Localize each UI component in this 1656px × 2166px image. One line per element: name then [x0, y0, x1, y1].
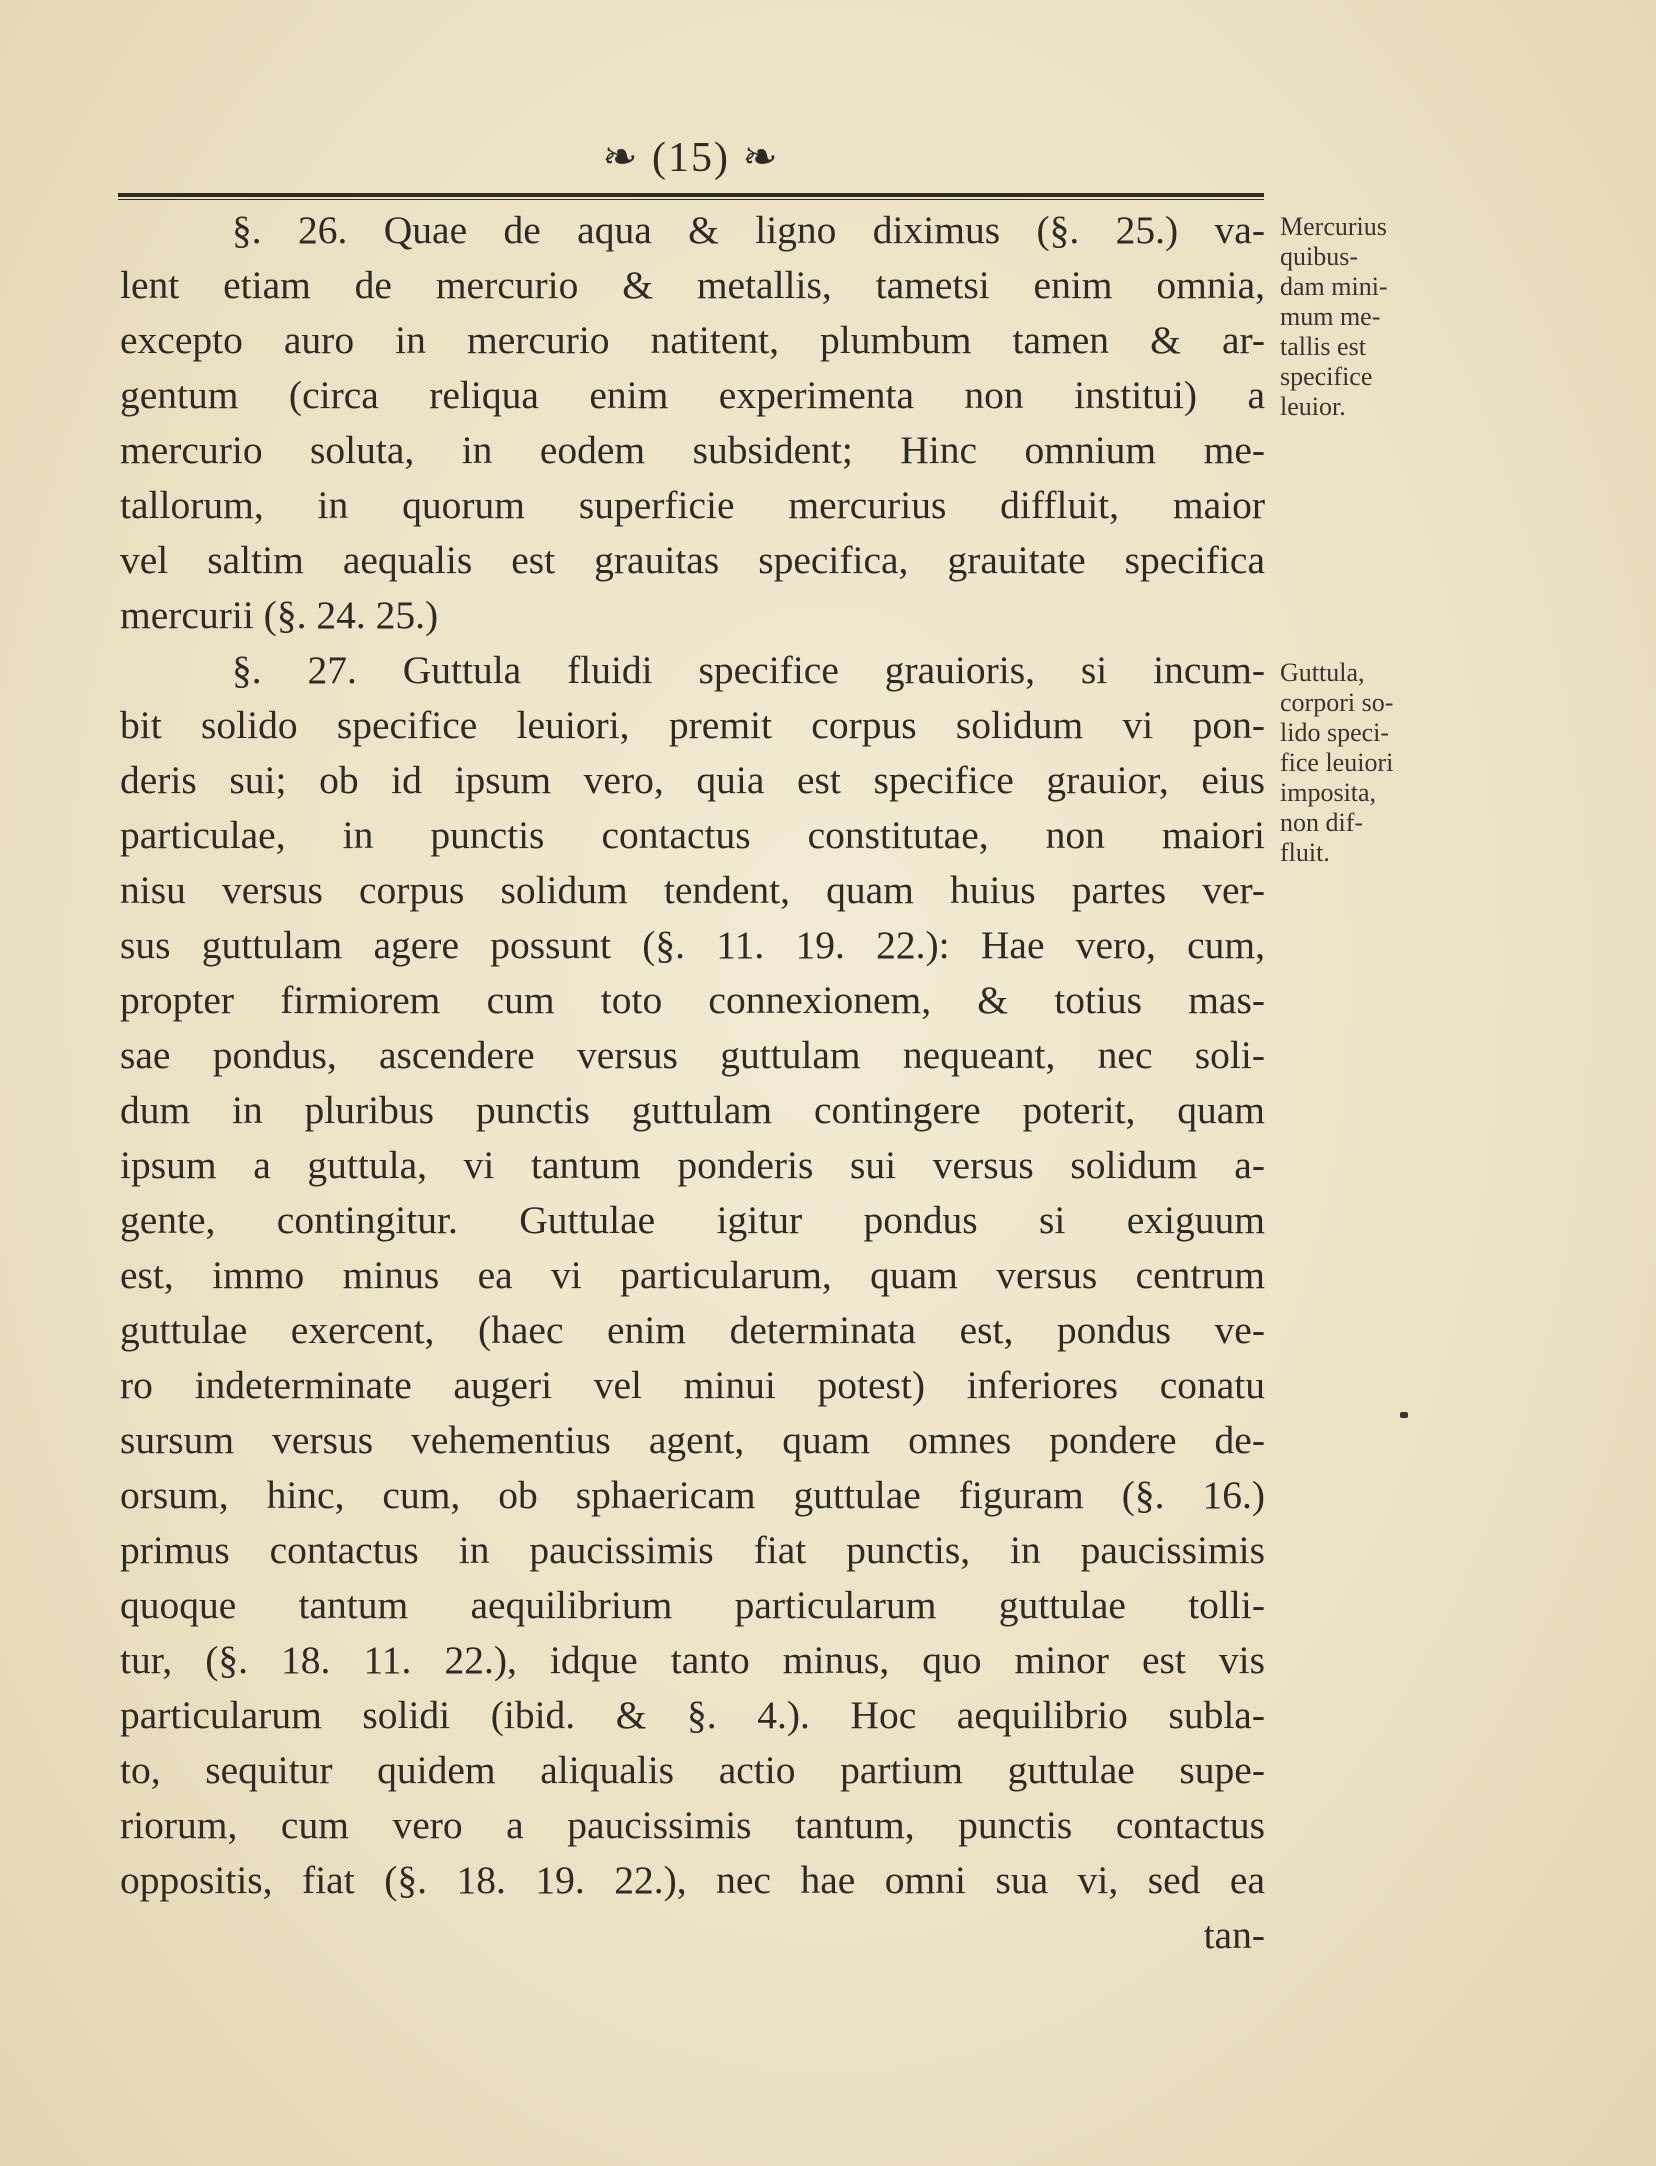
- text-line: est, immo minus ea vi particularum, quam versus centrum: [120, 1253, 1265, 1297]
- margin-note-line: lido speci-: [1280, 718, 1390, 747]
- text-line: tur, (§. 18. 11. 22.), idque tanto minus, quo minor est vis: [120, 1638, 1265, 1682]
- margin-note-line: Guttula,: [1280, 658, 1365, 687]
- text-line: gente, contingitur. Guttulae igitur pondus si exiguum: [120, 1198, 1265, 1242]
- text-line: mercurio soluta, in eodem subsident; Hinc omnium me-: [120, 428, 1265, 472]
- text-line: orsum, hinc, cum, ob sphaericam guttulae figuram (§. 16.): [120, 1473, 1265, 1517]
- margin-note-line: dam mini-: [1280, 272, 1388, 301]
- text-line: sus guttulam agere possunt (§. 11. 19. 22.): Hae vero, cum,: [120, 923, 1265, 967]
- margin-note-line: mum me-: [1280, 302, 1381, 331]
- text-line: vel saltim aequalis est grauitas specifica, grauitate specifica: [120, 538, 1265, 582]
- ink-speck: [1400, 1412, 1408, 1418]
- margin-note-line: imposita,: [1280, 778, 1377, 807]
- header-rule: [118, 193, 1264, 200]
- text-line: primus contactus in paucissimis fiat punctis, in paucissimis: [120, 1528, 1265, 1572]
- text-line: deris sui; ob id ipsum vero, quia est specifice grauior, eius: [120, 758, 1265, 802]
- margin-note-line: leuior.: [1280, 392, 1346, 421]
- text-line: lent etiam de mercurio & metallis, tametsi enim omnia,: [120, 263, 1265, 307]
- margin-note-line: fluit.: [1280, 838, 1330, 867]
- text-line: gentum (circa reliqua enim experimenta non institui) a: [120, 373, 1265, 417]
- text-line: particularum solidi (ibid. & §. 4.). Hoc aequilibrio subla-: [120, 1693, 1265, 1737]
- margin-note-line: tallis est: [1280, 332, 1366, 361]
- margin-note-mercury: [1280, 212, 1450, 422]
- text-line: sae pondus, ascendere versus guttulam nequeant, nec soli-: [120, 1033, 1265, 1077]
- text-line: sursum versus vehementius agent, quam omnes pondere de-: [120, 1418, 1265, 1462]
- text-line: particulae, in punctis contactus constitutae, non maiori: [120, 813, 1265, 857]
- text-line: propter firmiorem cum toto connexionem, & totius mas-: [120, 978, 1265, 1022]
- margin-note-line: specifice: [1280, 362, 1373, 391]
- margin-note-line: fice leuiori: [1280, 748, 1394, 777]
- text-line: guttulae exercent, (haec enim determinata est, pondus ve-: [120, 1308, 1265, 1352]
- main-text: [120, 203, 1265, 1963]
- catchword: tan-: [1203, 1913, 1265, 1957]
- text-line: oppositis, fiat (§. 18. 19. 22.), nec hae omni sua vi, sed ea: [120, 1858, 1265, 1902]
- text-line: ro indeterminate augeri vel minui potest) inferiores conatu: [120, 1363, 1265, 1407]
- margin-note-guttula: [1280, 658, 1450, 868]
- text-line: §. 27. Guttula fluidi specifice grauioris, si incum-: [232, 648, 1265, 692]
- margin-note-line: Mercurius: [1280, 212, 1387, 241]
- text-line: ipsum a guttula, vi tantum ponderis sui versus solidum a-: [120, 1143, 1265, 1187]
- page-header: ❧ (15) ❧: [602, 135, 780, 181]
- text-line: bit solido specifice leuiori, premit corpus solidum vi pon-: [120, 703, 1265, 747]
- text-line: riorum, cum vero a paucissimis tantum, punctis contactus: [120, 1803, 1265, 1847]
- margin-note-line: corpori so-: [1280, 688, 1394, 717]
- text-line: nisu versus corpus solidum tendent, quam huius partes ver-: [120, 868, 1265, 912]
- text-line: tallorum, in quorum superficie mercurius diffluit, maior: [120, 483, 1265, 527]
- text-line: mercurii (§. 24. 25.): [120, 593, 439, 637]
- text-line: quoque tantum aequilibrium particularum guttulae tolli-: [120, 1583, 1265, 1627]
- text-line: to, sequitur quidem aliqualis actio partium guttulae supe-: [120, 1748, 1265, 1792]
- margin-note-line: non dif-: [1280, 808, 1364, 837]
- margin-note-line: quibus-: [1280, 242, 1358, 271]
- text-line: §. 26. Quae de aqua & ligno diximus (§. 25.) va-: [232, 208, 1265, 252]
- text-line: dum in pluribus punctis guttulam contingere poterit, quam: [120, 1088, 1265, 1132]
- text-line: excepto auro in mercurio natitent, plumbum tamen & ar-: [120, 318, 1265, 362]
